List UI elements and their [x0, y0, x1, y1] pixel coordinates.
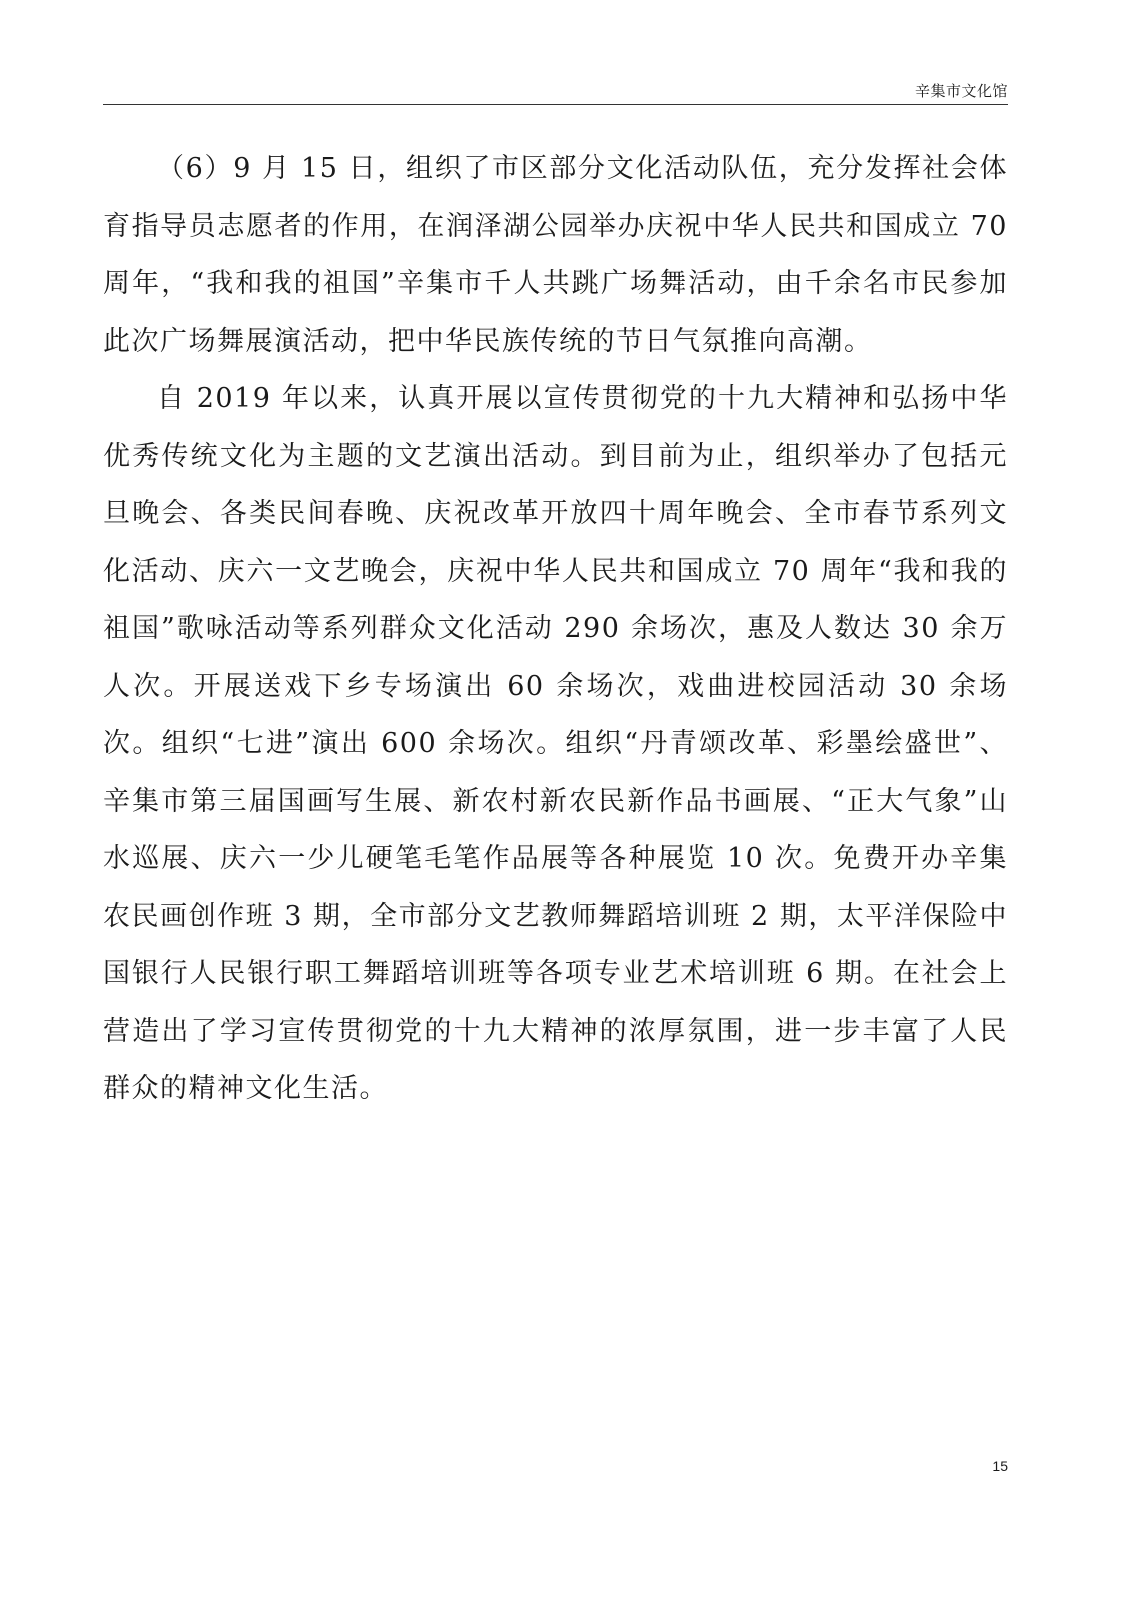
document-body — [103, 140, 1008, 1118]
header-title: 辛集市文化馆 — [914, 82, 1008, 100]
paragraph-event-sep-15: （6）9 月 15 日，组织了市区部分文化活动队伍，充分发挥社会体育指导员志愿者的作用，在润泽湖公园举办庆祝中华人民共和国成立 70 周年，“我和我的祖国”辛集市千人共跳广场舞活动，由千余名市民参加此次广场舞展演活动，把中华民族传统的节日气氛推向高潮。 — [103, 153, 1008, 357]
page-number: 15 — [992, 1458, 1008, 1474]
page-header — [103, 76, 1008, 105]
paragraph-summary-since-2019: 自 2019 年以来，认真开展以宣传贯彻党的十九大精神和弘扬中华优秀传统文化为主题的文艺演出活动。到目前为止，组织举办了包括元旦晚会、各类民间春晚、庆祝改革开放四十周年晚会、全市春节系列文化活动、庆六一文艺晚会，庆祝中华人民共和国成立 70 周年“我和我的祖国”歌咏活动等系列群众文化活动 290 余场次，惠及人数达 30 余万人次。开展送戏下乡专场演出 60 余场次，戏曲进校园活动 30 余场次。组织“七进”演出 600 余场次。组织“丹青颂改革、彩墨绘盛世”、辛集市第三届国画写生展、新农村新农民新作品书画展、“正大气象”山水巡展、庆六一少儿硬笔毛笔作品展等各种展览 10 次。免费开办辛集农民画创作班 3 期，全市部分文艺教师舞蹈培训班 2 期，太平洋保险中国银行人民银行职工舞蹈培训班等各项专业艺术培训班 6 期。在社会上营造出了学习宣传贯彻党的十九大精神的浓厚氛围，进一步丰富了人民群众的精神文化生活。 — [103, 383, 1008, 1104]
